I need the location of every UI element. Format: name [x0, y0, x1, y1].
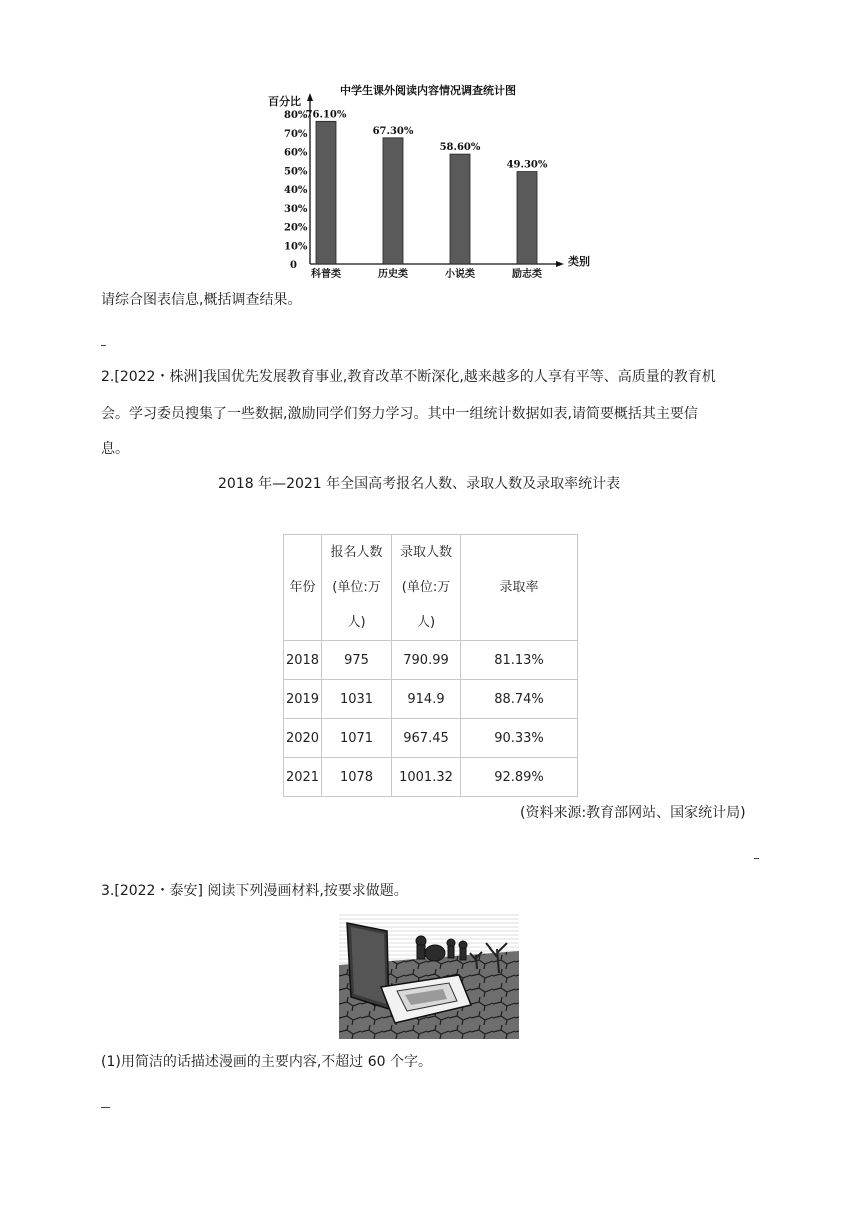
cell-year: 2020	[284, 719, 322, 758]
cell-admitted: 914.9	[392, 680, 461, 719]
q2-text-line-3: 息。	[101, 441, 129, 457]
bar-value-label: 49.30%	[506, 159, 548, 171]
bar	[450, 154, 470, 264]
cell-admitted: 1001.32	[392, 758, 461, 797]
cell-year: 2021	[284, 758, 322, 797]
category-label: 小说类	[445, 269, 475, 280]
chart-title: 中学生课外阅读内容情况调查统计图	[340, 84, 516, 97]
reading-survey-bar-chart	[262, 78, 602, 283]
category-label: 励志类	[512, 269, 542, 280]
q2-text-line-2: 会。学习委员搜集了一些数据,激励同学们努力学习。其中一组统计数据如表,请简要概括其主要信	[101, 406, 698, 422]
table-header-row	[284, 535, 578, 641]
answer-line	[101, 1107, 110, 1108]
bar	[517, 172, 537, 264]
cell-year: 2018	[284, 641, 322, 680]
header-admitted: 录取人数 (单位:万 人)	[392, 535, 461, 641]
table-title: 2018 年—2021 年全国高考报名人数、录取人数及录取率统计表	[218, 476, 621, 492]
header-year: 年份	[284, 535, 322, 641]
q2-text-line-1: 2.[2022・株洲]我国优先发展教育事业,教育改革不断深化,越来越多的人享有平等、高质量的教育机	[101, 369, 716, 385]
bar-value-label: 76.10%	[305, 109, 347, 121]
exam-statistics-table	[283, 534, 578, 797]
cell-applicants: 1071	[322, 719, 392, 758]
y-tick-label: 20%	[284, 222, 308, 234]
bar-value-label: 67.30%	[372, 125, 414, 137]
cell-applicants: 1031	[322, 680, 392, 719]
cell-applicants: 975	[322, 641, 392, 680]
q3-subquestion-1: (1)用简洁的话描述漫画的主要内容,不超过 60 个字。	[101, 1054, 432, 1070]
y-tick-label: 30%	[284, 203, 308, 215]
x-axis-arrow-icon	[556, 261, 564, 267]
y-tick-label: 80%	[284, 110, 308, 121]
cell-applicants: 1078	[322, 758, 392, 797]
answer-line	[101, 345, 106, 346]
table-row	[284, 680, 578, 719]
y-tick-label: 70%	[284, 128, 308, 140]
cell-admitted: 967.45	[392, 719, 461, 758]
cell-year: 2019	[284, 680, 322, 719]
table-row	[284, 758, 578, 797]
bar	[316, 121, 336, 264]
x-axis-label: 类别	[568, 255, 590, 268]
cell-rate: 90.33%	[461, 719, 578, 758]
q3-heading: 3.[2022・泰安] 阅读下列漫画材料,按要求做题。	[101, 883, 408, 899]
bar-value-label: 58.60%	[439, 142, 481, 154]
header-applicants: 报名人数 (单位:万 人)	[322, 535, 392, 641]
y-tick-label: 50%	[284, 166, 308, 178]
bar	[383, 138, 403, 264]
cell-rate: 81.13%	[461, 641, 578, 680]
cartoon-illustration	[339, 913, 519, 1039]
table-row	[284, 641, 578, 680]
y-tick-label: 60%	[284, 147, 308, 159]
table-source: (资料来源:教育部网站、国家统计局)	[520, 805, 746, 821]
cell-rate: 88.74%	[461, 680, 578, 719]
y-axis-arrow-icon	[307, 93, 313, 101]
q1-instruction: 请综合图表信息,概括调查结果。	[101, 292, 302, 308]
answer-line	[754, 858, 759, 859]
category-label: 科普类	[311, 269, 341, 280]
y-axis-label: 百分比	[268, 95, 301, 108]
category-label: 历史类	[378, 269, 408, 280]
header-rate: 录取率	[461, 535, 578, 641]
table-row	[284, 719, 578, 758]
cell-admitted: 790.99	[392, 641, 461, 680]
y-tick-label: 0	[290, 260, 297, 271]
cell-rate: 92.89%	[461, 758, 578, 797]
y-tick-label: 10%	[284, 241, 308, 253]
y-tick-label: 40%	[284, 185, 308, 196]
